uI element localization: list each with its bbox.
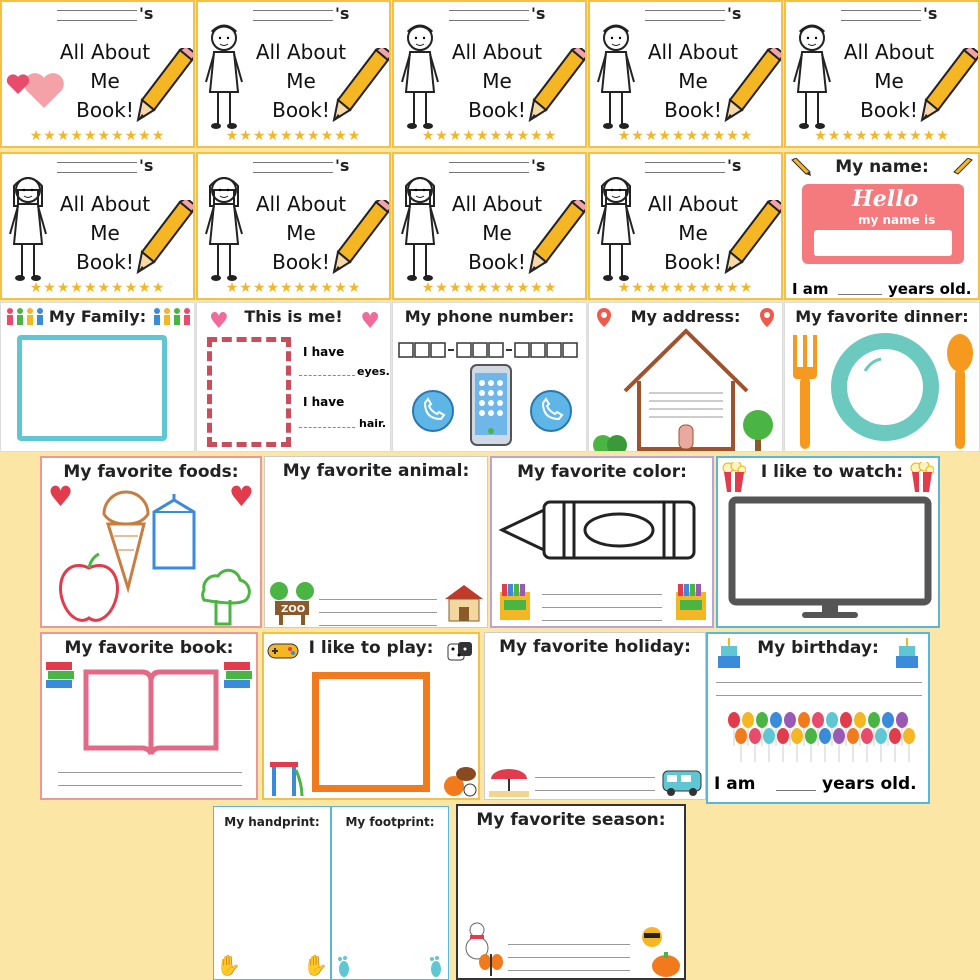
name-page-title: My name: bbox=[835, 157, 929, 177]
name-blank-line bbox=[449, 172, 529, 173]
season-page bbox=[456, 804, 686, 980]
star-border: ★★★★★★★★★★ bbox=[421, 128, 558, 144]
watch-title: I like to watch: bbox=[760, 462, 904, 482]
my-name-is-text: my name is bbox=[858, 213, 936, 227]
pencil-icon bbox=[724, 48, 782, 124]
broccoli-icon bbox=[190, 564, 256, 626]
heart-face-icon: ♥ bbox=[48, 480, 74, 513]
address-page bbox=[588, 302, 783, 452]
family-people-icon bbox=[151, 306, 191, 328]
book-title: My favorite book: bbox=[64, 638, 234, 658]
cover-title-line3: Book! bbox=[468, 250, 526, 274]
child-figure-icon bbox=[204, 20, 248, 132]
spoon-icon bbox=[945, 333, 975, 451]
cover-title-line2: Me bbox=[482, 221, 512, 245]
fork-icon bbox=[791, 333, 819, 451]
hair-label: hair. bbox=[359, 417, 387, 430]
pencil-icon bbox=[528, 48, 586, 124]
cover-page bbox=[196, 152, 391, 300]
camper-van-icon bbox=[661, 765, 703, 797]
apple-icon bbox=[56, 550, 122, 626]
birthday-years-old-label: years old. bbox=[822, 774, 917, 794]
star-border: ★★★★★★★★★★ bbox=[617, 280, 754, 296]
small-pencil-icon bbox=[790, 158, 812, 176]
name-blank-line bbox=[449, 20, 529, 21]
child-figure-icon bbox=[792, 20, 836, 132]
pencil-icon bbox=[332, 48, 390, 124]
cover-title-line1: All About bbox=[451, 40, 543, 64]
footprint-icon bbox=[336, 955, 352, 979]
popcorn-icon bbox=[910, 462, 934, 492]
footprint-title: My footprint: bbox=[345, 815, 435, 829]
age-blank[interactable] bbox=[838, 294, 882, 295]
season-write-lines[interactable] bbox=[508, 932, 630, 971]
pencil-icon bbox=[332, 200, 390, 276]
handprint-icon: ✋ bbox=[216, 953, 241, 977]
star-border: ★★★★★★★★★★ bbox=[617, 128, 754, 144]
zoo-sign-icon bbox=[269, 579, 315, 625]
name-page bbox=[784, 152, 980, 300]
butterfly-icon bbox=[478, 952, 504, 978]
hair-blank bbox=[299, 427, 355, 428]
tree-icon bbox=[739, 407, 777, 452]
address-title: My address: bbox=[630, 307, 741, 326]
possessive-suffix: 's bbox=[531, 4, 546, 23]
cover-title-line1: All About bbox=[647, 192, 739, 216]
possessive-suffix: 's bbox=[335, 4, 350, 23]
sports-balls-icon bbox=[442, 760, 478, 798]
heart-icon: ♥ bbox=[209, 309, 229, 334]
cover-page bbox=[392, 0, 587, 148]
phone-number-boxes bbox=[397, 341, 585, 361]
name-blank-line bbox=[253, 172, 333, 173]
cover-title-line2: Me bbox=[286, 221, 316, 245]
footprint-page bbox=[331, 806, 449, 980]
star-border: ★★★★★★★★★★ bbox=[225, 280, 362, 296]
television-icon bbox=[728, 496, 932, 624]
cover-page bbox=[784, 0, 980, 148]
possessive-suffix: 's bbox=[727, 4, 742, 23]
name-blank-line[interactable] bbox=[449, 162, 529, 163]
hello-name-tag bbox=[802, 184, 964, 264]
name-blank-line bbox=[841, 20, 921, 21]
birthday-page bbox=[706, 632, 930, 804]
eyes-label: eyes. bbox=[357, 365, 390, 378]
pumpkin-icon bbox=[650, 950, 682, 978]
name-blank-line bbox=[645, 20, 725, 21]
i-have-hair-label: I have bbox=[303, 395, 345, 409]
name-blank-line bbox=[253, 20, 333, 21]
self-portrait-frame[interactable] bbox=[207, 337, 291, 447]
book-stack-icon bbox=[222, 660, 254, 694]
handprint-page bbox=[213, 806, 331, 980]
map-pin-icon bbox=[758, 307, 776, 329]
play-page bbox=[262, 632, 480, 800]
cover-title-line3: Book! bbox=[76, 98, 134, 122]
playground-icon bbox=[268, 760, 304, 798]
pencil-icon bbox=[724, 200, 782, 276]
birthday-title: My birthday: bbox=[757, 638, 879, 658]
family-drawing-frame[interactable] bbox=[17, 335, 167, 441]
holiday-write-lines[interactable] bbox=[535, 765, 655, 800]
plate-icon bbox=[829, 331, 941, 443]
season-title: My favorite season: bbox=[476, 810, 666, 830]
house-outline bbox=[621, 327, 751, 451]
name-blank-line[interactable] bbox=[841, 10, 921, 11]
barn-icon bbox=[443, 583, 485, 623]
star-border: ★★★★★★★★★★ bbox=[29, 128, 166, 144]
holiday-page bbox=[484, 632, 706, 800]
animal-write-lines[interactable] bbox=[319, 587, 437, 626]
crayon-outline bbox=[498, 488, 708, 572]
animal-title: My favorite animal: bbox=[282, 461, 470, 481]
zoo-text: ZOO bbox=[281, 604, 306, 615]
cover-title-line1: All About bbox=[843, 40, 935, 64]
book-stack-icon bbox=[44, 660, 76, 694]
cover-title-line3: Book! bbox=[664, 98, 722, 122]
name-write-area[interactable] bbox=[814, 230, 952, 256]
name-blank-line[interactable] bbox=[253, 10, 333, 11]
book-page bbox=[40, 632, 258, 800]
play-drawing-frame[interactable] bbox=[312, 672, 430, 792]
dinner-title: My favorite dinner: bbox=[795, 307, 969, 326]
family-people-icon bbox=[4, 306, 44, 328]
handprint-title: My handprint: bbox=[224, 815, 320, 829]
cover-title-line3: Book! bbox=[272, 98, 330, 122]
play-title: I like to play: bbox=[308, 638, 434, 658]
pencil-icon bbox=[920, 48, 978, 124]
pencil-icon bbox=[136, 48, 194, 124]
smartphone-icon bbox=[469, 363, 513, 447]
birthday-write-lines[interactable] bbox=[716, 670, 922, 696]
cover-title-line3: Book! bbox=[860, 98, 918, 122]
possessive-suffix: 's bbox=[139, 4, 154, 23]
eyes-blank bbox=[299, 375, 355, 376]
animal-page bbox=[264, 456, 488, 628]
cover-page bbox=[392, 152, 587, 300]
name-blank-line bbox=[57, 20, 137, 21]
cover-page bbox=[0, 152, 195, 300]
game-controller-icon bbox=[266, 640, 300, 662]
open-book-outline bbox=[80, 664, 222, 760]
name-blank-line[interactable] bbox=[253, 162, 333, 163]
pencil-icon bbox=[136, 200, 194, 276]
child-figure-icon bbox=[400, 20, 444, 132]
cover-title-line2: Me bbox=[874, 69, 904, 93]
crayon-box-icon bbox=[498, 582, 532, 622]
i-have-eyes-label: I have bbox=[303, 345, 345, 359]
foods-page bbox=[40, 456, 262, 628]
bush-icon bbox=[591, 431, 631, 452]
milk-carton-icon bbox=[146, 492, 204, 574]
color-title: My favorite color: bbox=[517, 462, 687, 482]
this-is-me-page bbox=[196, 302, 391, 452]
cover-page bbox=[196, 0, 391, 148]
child-figure-icon bbox=[204, 172, 248, 284]
heart-face-icon: ♥ bbox=[228, 480, 254, 513]
cake-icon bbox=[892, 636, 922, 670]
cover-title-line3: Book! bbox=[468, 98, 526, 122]
pencil-icon bbox=[528, 200, 586, 276]
family-title: My Family: bbox=[48, 307, 147, 326]
map-pin-icon bbox=[595, 307, 613, 329]
birthday-age-blank[interactable] bbox=[776, 790, 816, 791]
cover-title-line1: All About bbox=[59, 192, 151, 216]
child-figure-icon bbox=[596, 172, 640, 284]
cover-title-line1: All About bbox=[647, 40, 739, 64]
phone-title: My phone number: bbox=[404, 307, 575, 326]
i-am-label: I am bbox=[792, 280, 829, 298]
cover-title-line1: All About bbox=[255, 192, 347, 216]
cover-title-line3: Book! bbox=[664, 250, 722, 274]
call-icon bbox=[411, 389, 455, 433]
dinner-page bbox=[784, 302, 980, 452]
possessive-suffix: 's bbox=[531, 156, 546, 175]
name-blank-line[interactable] bbox=[57, 162, 137, 163]
foods-title: My favorite foods: bbox=[63, 462, 239, 482]
possessive-suffix: 's bbox=[335, 156, 350, 175]
phone-page bbox=[392, 302, 587, 452]
beach-icon bbox=[489, 767, 529, 797]
balloons-icon bbox=[728, 706, 918, 768]
cover-title-line3: Book! bbox=[76, 250, 134, 274]
cake-icon bbox=[714, 636, 744, 670]
hearts-icon bbox=[4, 50, 74, 114]
sun-icon bbox=[634, 920, 670, 954]
name-blank-line bbox=[645, 172, 725, 173]
hello-text: Hello bbox=[852, 186, 919, 212]
cover-page bbox=[588, 152, 783, 300]
cover-title-line1: All About bbox=[451, 192, 543, 216]
name-blank-line[interactable] bbox=[645, 162, 725, 163]
cover-title-line2: Me bbox=[90, 221, 120, 245]
small-pencil-icon bbox=[952, 158, 974, 176]
color-page bbox=[490, 456, 714, 628]
possessive-suffix: 's bbox=[727, 156, 742, 175]
call-icon bbox=[529, 389, 573, 433]
star-border: ★★★★★★★★★★ bbox=[421, 280, 558, 296]
popcorn-icon bbox=[722, 462, 746, 492]
cover-title-line1: All About bbox=[255, 40, 347, 64]
cover-page bbox=[0, 0, 195, 148]
cover-title-line2: Me bbox=[482, 69, 512, 93]
crayon-box-icon bbox=[674, 582, 708, 622]
cover-title-line1: All About bbox=[59, 40, 151, 64]
cover-title-line2: Me bbox=[678, 69, 708, 93]
child-figure-icon bbox=[400, 172, 444, 284]
possessive-suffix: 's bbox=[923, 4, 938, 23]
name-blank-line[interactable] bbox=[449, 10, 529, 11]
heart-icon: ♥ bbox=[360, 309, 380, 334]
birthday-i-am-label: I am bbox=[714, 774, 756, 794]
star-border: ★★★★★★★★★★ bbox=[225, 128, 362, 144]
book-write-lines[interactable] bbox=[58, 760, 242, 799]
cover-title-line2: Me bbox=[678, 221, 708, 245]
family-page bbox=[0, 302, 195, 452]
holiday-title: My favorite holiday: bbox=[499, 637, 691, 657]
this-is-me-title: This is me! bbox=[244, 307, 343, 326]
name-blank-line[interactable] bbox=[645, 10, 725, 11]
name-blank-line[interactable] bbox=[57, 10, 137, 11]
cover-page bbox=[588, 0, 783, 148]
color-write-lines[interactable] bbox=[542, 582, 662, 621]
possessive-suffix: 's bbox=[139, 156, 154, 175]
child-figure-icon bbox=[8, 172, 52, 284]
dice-icon bbox=[446, 640, 474, 664]
cover-title-line3: Book! bbox=[272, 250, 330, 274]
star-border: ★★★★★★★★★★ bbox=[29, 280, 166, 296]
footprint-icon bbox=[428, 955, 444, 979]
cover-title-line2: Me bbox=[286, 69, 316, 93]
star-border: ★★★★★★★★★★ bbox=[814, 128, 950, 144]
name-blank-line bbox=[57, 172, 137, 173]
handprint-icon: ✋ bbox=[303, 953, 328, 977]
years-old-label: years old. bbox=[888, 280, 972, 298]
child-figure-icon bbox=[596, 20, 640, 132]
cover-title-line2: Me bbox=[90, 69, 120, 93]
watch-page bbox=[716, 456, 940, 628]
